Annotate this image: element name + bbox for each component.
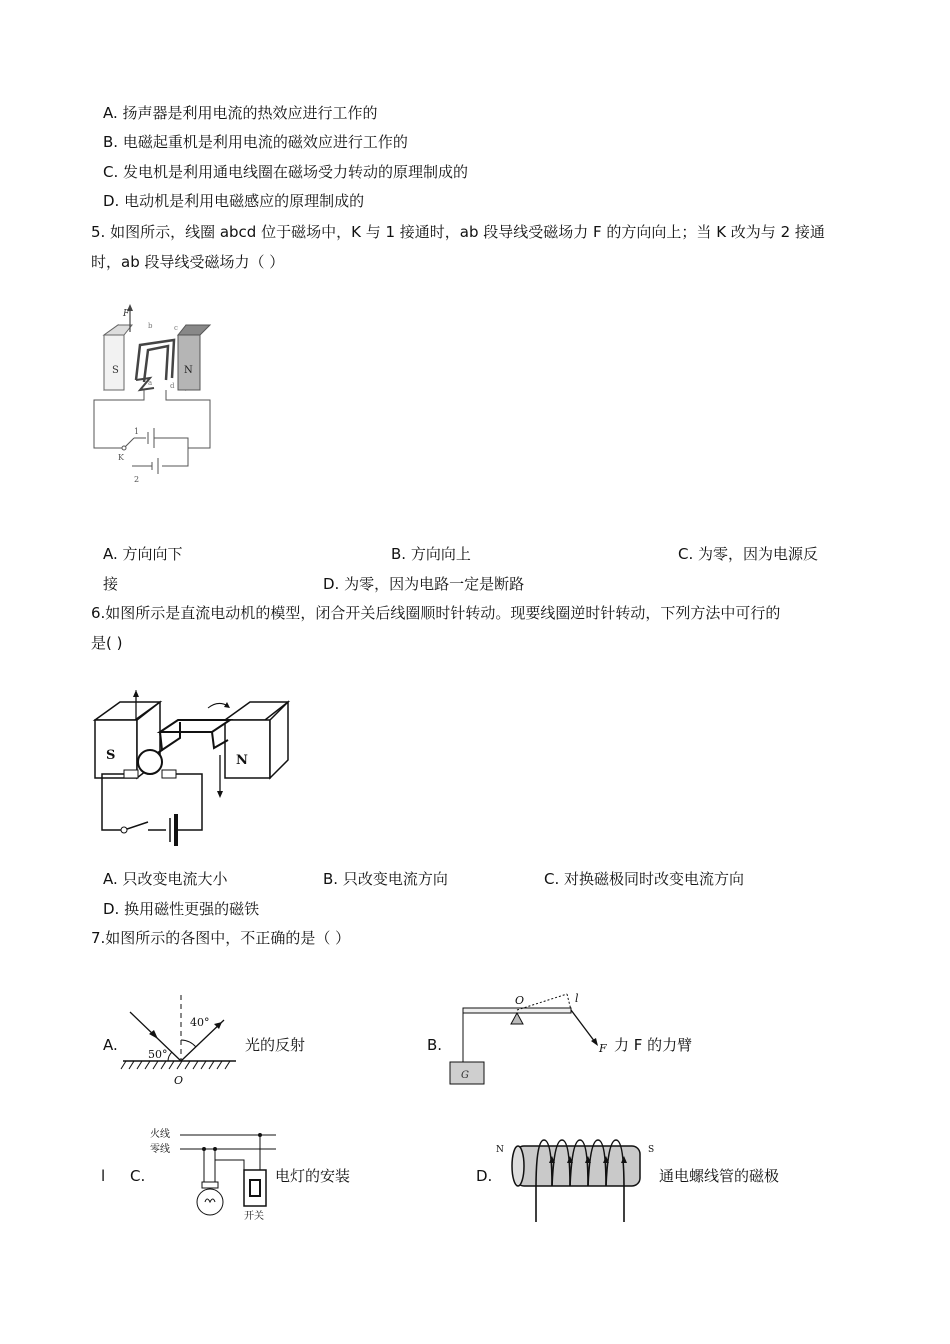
q7-b-arm-l: l [575, 992, 579, 1005]
q4-option-c: C. 发电机是利用通电线圈在磁场受力转动的原理制成的 [103, 163, 469, 181]
q5-stem-line1: 5. 如图所示，线圈 abcd 位于磁场中，K 与 1 接通时，ab 段导线受磁场力 F 的方向向上；当 K 改为与 2 接通 [91, 223, 825, 241]
q6-option-a: A. 只改变电流大小 [103, 870, 228, 888]
q7-c-switch-label: 开关 [244, 1211, 264, 1222]
q5-label-k: K [118, 453, 124, 462]
q6-option-b: B. 只改变电流方向 [323, 870, 448, 888]
q7-a-label: A. [103, 1036, 118, 1054]
q6-motor-figure [90, 690, 295, 860]
q5-label-2: 2 [134, 475, 140, 484]
q7-a-point-o: O [174, 1074, 184, 1087]
q5-label-c: c [174, 324, 178, 332]
q7-d-label: D. [476, 1167, 493, 1185]
q5-option-b: B. 方向向上 [391, 545, 471, 563]
q7-d-caption: 通电螺线管的磁极 [659, 1167, 780, 1185]
q7-d-pole-s: S [648, 1145, 655, 1155]
q7-a-reflection-figure [118, 990, 243, 1090]
q7-d-solenoid-figure [496, 1130, 658, 1226]
q7-c-neutral-label: 零线 [150, 1144, 170, 1155]
q5-option-a: A. 方向向下 [103, 545, 183, 563]
q5-label-n: N [184, 365, 193, 376]
q5-coil-figure [88, 300, 218, 490]
q5-label-f: F [123, 309, 130, 319]
q7-a-angle-50: 50° [148, 1048, 168, 1061]
q4-option-b: B. 电磁起重机是利用电流的磁效应进行工作的 [103, 133, 408, 151]
q7-b-label: B. [427, 1036, 443, 1054]
q6-stem-line2: 是( ) [91, 634, 123, 652]
q4-option-d: D. 电动机是利用电磁感应的原理制成的 [103, 192, 365, 210]
q7-c-wiring-figure [150, 1122, 278, 1222]
q7-c-caption: 电灯的安装 [275, 1167, 351, 1185]
q7-a-angle-40: 40° [190, 1016, 210, 1029]
q7-c-marker: l [101, 1167, 106, 1185]
q6-stem-line1: 6.如图所示是直流电动机的模型，闭合开关后线圈顺时针转动。现要线圈逆时针转动，下列方法中可行的 [91, 604, 781, 622]
q6-label-n: N [236, 753, 248, 768]
q7-c-label: C. [130, 1167, 146, 1185]
q6-option-c: C. 对换磁极同时改变电流方向 [544, 870, 745, 888]
q5-option-c: C. 为零，因为电源反 [678, 545, 819, 563]
q5-label-s: S [112, 365, 119, 376]
q6-option-d: D. 换用磁性更强的磁铁 [103, 900, 260, 918]
q5-stem-line2: 时，ab 段导线受磁场力（ ） [91, 253, 285, 271]
q7-d-pole-n: N [496, 1145, 504, 1155]
q7-b-weight-g: G [461, 1070, 469, 1081]
q4-option-a: A. 扬声器是利用电流的热效应进行工作的 [103, 104, 378, 122]
q5-label-b: b [148, 322, 153, 330]
q5-option-d: D. 为零，因为电路一定是断路 [323, 575, 525, 593]
q7-b-pivot-o: O [515, 994, 525, 1007]
q7-a-caption: 光的反射 [245, 1036, 306, 1054]
q7-c-live-label: 火线 [150, 1129, 170, 1140]
q5-label-d: d [170, 382, 175, 390]
q5-label-a: a [148, 379, 153, 387]
q5-option-c-cont: 接 [103, 575, 119, 593]
q6-label-s: S [106, 748, 116, 763]
q7-b-force-f: F [599, 1042, 607, 1055]
q7-stem: 7.如图所示的各图中，不正确的是（ ） [91, 929, 351, 947]
q7-b-caption: 力 F 的力臂 [614, 1036, 693, 1054]
q7-b-lever-figure [445, 980, 615, 1090]
q5-label-1: 1 [134, 427, 140, 436]
